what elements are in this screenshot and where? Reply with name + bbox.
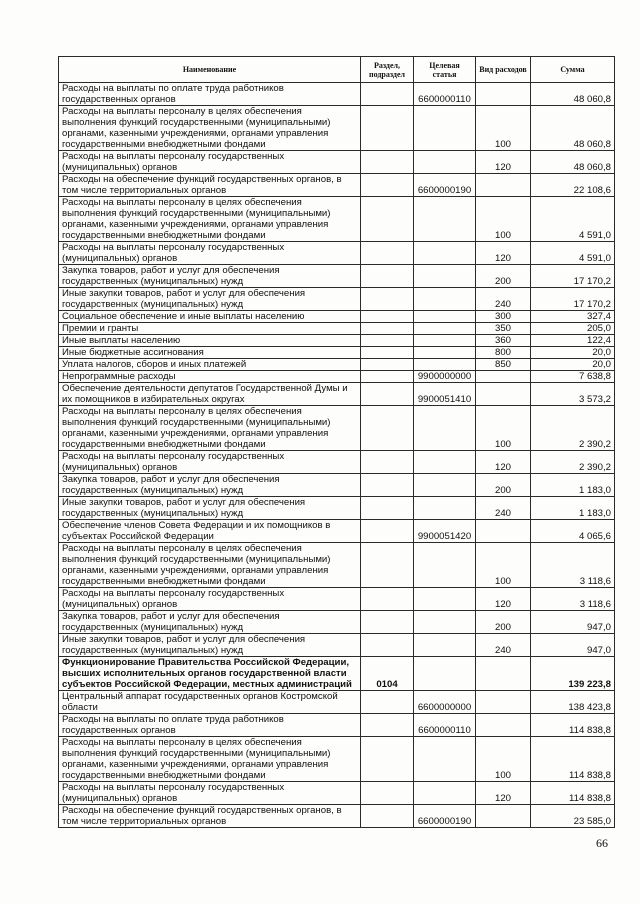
row-kind-cell: 300 bbox=[476, 311, 531, 323]
row-kind-cell: 240 bbox=[476, 497, 531, 520]
budget-table bbox=[58, 56, 615, 828]
row-sum-cell: 327,4 bbox=[531, 311, 615, 323]
header-name: Наименование bbox=[59, 57, 361, 83]
row-sum-cell: 4 591,0 bbox=[531, 242, 615, 265]
row-section-cell bbox=[361, 805, 414, 828]
row-kind-cell: 350 bbox=[476, 323, 531, 335]
row-section-cell bbox=[361, 174, 414, 197]
row-sum-cell: 17 170,2 bbox=[531, 265, 615, 288]
row-name-cell: Расходы на выплаты персоналу в целях обеспечения выполнения функций государственными (муниципальными) органами, казенными учреждениями, органами управления государственными внебюджетными фондами bbox=[59, 737, 361, 782]
row-sum-cell: 22 108,6 bbox=[531, 174, 615, 197]
row-target-cell bbox=[414, 242, 476, 265]
row-kind-cell: 100 bbox=[476, 406, 531, 451]
row-name-cell: Закупка товаров, работ и услуг для обеспечения государственных (муниципальных) нужд bbox=[59, 474, 361, 497]
row-section-cell bbox=[361, 691, 414, 714]
table-row bbox=[59, 691, 615, 714]
row-name-cell: Иные выплаты населению bbox=[59, 335, 361, 347]
row-target-cell bbox=[414, 151, 476, 174]
row-target-cell: 9900051420 bbox=[414, 520, 476, 543]
table-row bbox=[59, 174, 615, 197]
row-kind-cell: 100 bbox=[476, 106, 531, 151]
table-row bbox=[59, 520, 615, 543]
row-name-cell: Расходы на обеспечение функций государственных органов, в том числе территориальных органов bbox=[59, 174, 361, 197]
row-kind-cell bbox=[476, 714, 531, 737]
row-kind-cell: 850 bbox=[476, 359, 531, 371]
table-row bbox=[59, 106, 615, 151]
row-name-cell: Непрограммные расходы bbox=[59, 371, 361, 383]
row-kind-cell bbox=[476, 657, 531, 691]
row-section-cell bbox=[361, 520, 414, 543]
row-sum-cell: 1 183,0 bbox=[531, 497, 615, 520]
row-kind-cell: 200 bbox=[476, 474, 531, 497]
table-row bbox=[59, 588, 615, 611]
row-target-cell bbox=[414, 543, 476, 588]
row-sum-cell: 114 838,8 bbox=[531, 782, 615, 805]
row-section-cell bbox=[361, 347, 414, 359]
row-kind-cell: 240 bbox=[476, 634, 531, 657]
row-target-cell: 6600000110 bbox=[414, 83, 476, 106]
row-sum-cell: 23 585,0 bbox=[531, 805, 615, 828]
row-name-cell: Расходы на обеспечение функций государственных органов, в том числе территориальных органов bbox=[59, 805, 361, 828]
row-name-cell: Иные закупки товаров, работ и услуг для обеспечения государственных (муниципальных) нужд bbox=[59, 634, 361, 657]
row-section-cell bbox=[361, 311, 414, 323]
table-row bbox=[59, 474, 615, 497]
header-target: Целевая статья bbox=[414, 57, 476, 83]
row-section-cell bbox=[361, 371, 414, 383]
header-kind: Вид расходов bbox=[476, 57, 531, 83]
row-target-cell: 9900000000 bbox=[414, 371, 476, 383]
row-section-cell bbox=[361, 588, 414, 611]
row-sum-cell: 114 838,8 bbox=[531, 714, 615, 737]
row-target-cell bbox=[414, 323, 476, 335]
table-row bbox=[59, 805, 615, 828]
row-kind-cell: 120 bbox=[476, 451, 531, 474]
table-row bbox=[59, 242, 615, 265]
row-section-cell bbox=[361, 106, 414, 151]
header-section: Раздел, подраздел bbox=[361, 57, 414, 83]
row-section-cell bbox=[361, 83, 414, 106]
row-section-cell bbox=[361, 611, 414, 634]
row-section-cell bbox=[361, 406, 414, 451]
table-row bbox=[59, 323, 615, 335]
table-row bbox=[59, 383, 615, 406]
row-section-cell bbox=[361, 714, 414, 737]
row-kind-cell bbox=[476, 83, 531, 106]
row-name-cell: Расходы на выплаты по оплате труда работников государственных органов bbox=[59, 83, 361, 106]
row-name-cell: Обеспечение деятельности депутатов Государственной Думы и их помощников в избирательных округах bbox=[59, 383, 361, 406]
row-name-cell: Иные закупки товаров, работ и услуг для обеспечения государственных (муниципальных) нужд bbox=[59, 288, 361, 311]
row-sum-cell: 2 390,2 bbox=[531, 451, 615, 474]
row-kind-cell: 120 bbox=[476, 151, 531, 174]
row-kind-cell bbox=[476, 520, 531, 543]
row-target-cell bbox=[414, 657, 476, 691]
table-row bbox=[59, 371, 615, 383]
row-name-cell: Расходы на выплаты персоналу государственных (муниципальных) органов bbox=[59, 451, 361, 474]
row-sum-cell: 139 223,8 bbox=[531, 657, 615, 691]
row-section-cell bbox=[361, 782, 414, 805]
row-target-cell bbox=[414, 497, 476, 520]
row-sum-cell: 1 183,0 bbox=[531, 474, 615, 497]
row-sum-cell: 7 638,8 bbox=[531, 371, 615, 383]
row-name-cell: Расходы на выплаты персоналу государственных (муниципальных) органов bbox=[59, 151, 361, 174]
row-section-cell bbox=[361, 543, 414, 588]
table-row bbox=[59, 714, 615, 737]
row-section-cell bbox=[361, 451, 414, 474]
row-section-cell bbox=[361, 497, 414, 520]
row-section-cell bbox=[361, 474, 414, 497]
row-name-cell: Социальное обеспечение и иные выплаты населению bbox=[59, 311, 361, 323]
row-target-cell: 6600000190 bbox=[414, 174, 476, 197]
row-section-cell bbox=[361, 383, 414, 406]
row-kind-cell: 200 bbox=[476, 265, 531, 288]
row-section-cell: 0104 bbox=[361, 657, 414, 691]
row-target-cell bbox=[414, 311, 476, 323]
table-row bbox=[59, 197, 615, 242]
row-name-cell: Расходы на выплаты персоналу в целях обеспечения выполнения функций государственными (муниципальными) органами, казенными учреждениями, органами управления государственными внебюджетными фондами bbox=[59, 406, 361, 451]
row-sum-cell: 4 591,0 bbox=[531, 197, 615, 242]
row-name-cell: Закупка товаров, работ и услуг для обеспечения государственных (муниципальных) нужд bbox=[59, 611, 361, 634]
row-section-cell bbox=[361, 288, 414, 311]
row-kind-cell bbox=[476, 691, 531, 714]
row-sum-cell: 205,0 bbox=[531, 323, 615, 335]
table-row bbox=[59, 782, 615, 805]
table-row bbox=[59, 737, 615, 782]
row-kind-cell bbox=[476, 371, 531, 383]
table-row bbox=[59, 611, 615, 634]
row-sum-cell: 20,0 bbox=[531, 347, 615, 359]
row-sum-cell: 48 060,8 bbox=[531, 106, 615, 151]
row-sum-cell: 17 170,2 bbox=[531, 288, 615, 311]
row-section-cell bbox=[361, 151, 414, 174]
table-row bbox=[59, 265, 615, 288]
row-kind-cell: 100 bbox=[476, 543, 531, 588]
row-sum-cell: 947,0 bbox=[531, 611, 615, 634]
row-name-cell: Премии и гранты bbox=[59, 323, 361, 335]
row-target-cell: 6600000000 bbox=[414, 691, 476, 714]
row-sum-cell: 138 423,8 bbox=[531, 691, 615, 714]
row-target-cell bbox=[414, 335, 476, 347]
table-body bbox=[59, 83, 615, 828]
row-target-cell bbox=[414, 588, 476, 611]
row-target-cell bbox=[414, 265, 476, 288]
row-sum-cell: 114 838,8 bbox=[531, 737, 615, 782]
row-sum-cell: 3 118,6 bbox=[531, 543, 615, 588]
row-name-cell: Обеспечение членов Совета Федерации и их помощников в субъектах Российской Федерации bbox=[59, 520, 361, 543]
row-name-cell: Расходы на выплаты персоналу в целях обеспечения выполнения функций государственными (муниципальными) органами, казенными учреждениями, органами управления государственными внебюджетными фондами bbox=[59, 106, 361, 151]
row-section-cell bbox=[361, 634, 414, 657]
row-target-cell bbox=[414, 782, 476, 805]
row-kind-cell: 120 bbox=[476, 782, 531, 805]
row-kind-cell: 120 bbox=[476, 242, 531, 265]
row-sum-cell: 2 390,2 bbox=[531, 406, 615, 451]
row-section-cell bbox=[361, 323, 414, 335]
row-target-cell bbox=[414, 359, 476, 371]
row-target-cell bbox=[414, 197, 476, 242]
table-row bbox=[59, 543, 615, 588]
row-kind-cell: 100 bbox=[476, 197, 531, 242]
row-kind-cell: 360 bbox=[476, 335, 531, 347]
header-sum: Сумма bbox=[531, 57, 615, 83]
row-name-cell: Расходы на выплаты персоналу государственных (муниципальных) органов bbox=[59, 588, 361, 611]
row-target-cell bbox=[414, 406, 476, 451]
row-name-cell: Расходы на выплаты персоналу в целях обеспечения выполнения функций государственными (муниципальными) органами, казенными учреждениями, органами управления государственными внебюджетными фондами bbox=[59, 197, 361, 242]
row-kind-cell: 100 bbox=[476, 737, 531, 782]
table-row bbox=[59, 497, 615, 520]
row-target-cell bbox=[414, 288, 476, 311]
row-name-cell: Иные закупки товаров, работ и услуг для обеспечения государственных (муниципальных) нужд bbox=[59, 497, 361, 520]
row-target-cell bbox=[414, 451, 476, 474]
row-target-cell: 9900051410 bbox=[414, 383, 476, 406]
table-row bbox=[59, 311, 615, 323]
row-name-cell: Закупка товаров, работ и услуг для обеспечения государственных (муниципальных) нужд bbox=[59, 265, 361, 288]
table-row bbox=[59, 406, 615, 451]
row-target-cell bbox=[414, 611, 476, 634]
table-row bbox=[59, 288, 615, 311]
row-kind-cell: 800 bbox=[476, 347, 531, 359]
table-row bbox=[59, 634, 615, 657]
row-name-cell: Расходы на выплаты персоналу в целях обеспечения выполнения функций государственными (муниципальными) органами, казенными учреждениями, органами управления государственными внебюджетными фондами bbox=[59, 543, 361, 588]
row-name-cell: Расходы на выплаты персоналу государственных (муниципальных) органов bbox=[59, 782, 361, 805]
row-sum-cell: 122,4 bbox=[531, 335, 615, 347]
row-section-cell bbox=[361, 197, 414, 242]
row-sum-cell: 20,0 bbox=[531, 359, 615, 371]
row-kind-cell: 120 bbox=[476, 588, 531, 611]
table-row bbox=[59, 83, 615, 106]
row-target-cell: 6600000190 bbox=[414, 805, 476, 828]
row-name-cell: Расходы на выплаты по оплате труда работников государственных органов bbox=[59, 714, 361, 737]
row-kind-cell bbox=[476, 805, 531, 828]
row-target-cell bbox=[414, 474, 476, 497]
table-row bbox=[59, 347, 615, 359]
row-kind-cell bbox=[476, 174, 531, 197]
row-target-cell bbox=[414, 347, 476, 359]
row-name-cell: Функционирование Правительства Российской Федерации, высших исполнительных органов государственной власти субъектов Российской Федерации, местных администраций bbox=[59, 657, 361, 691]
row-sum-cell: 3 118,6 bbox=[531, 588, 615, 611]
row-section-cell bbox=[361, 359, 414, 371]
row-name-cell: Центральный аппарат государственных органов Костромской области bbox=[59, 691, 361, 714]
row-kind-cell: 240 bbox=[476, 288, 531, 311]
table-row bbox=[59, 359, 615, 371]
row-kind-cell bbox=[476, 383, 531, 406]
row-section-cell bbox=[361, 335, 414, 347]
row-target-cell bbox=[414, 737, 476, 782]
row-sum-cell: 947,0 bbox=[531, 634, 615, 657]
row-target-cell bbox=[414, 106, 476, 151]
table-row bbox=[59, 657, 615, 691]
table-header-row bbox=[59, 57, 615, 83]
table-row bbox=[59, 151, 615, 174]
row-sum-cell: 48 060,8 bbox=[531, 83, 615, 106]
row-section-cell bbox=[361, 242, 414, 265]
table-row bbox=[59, 451, 615, 474]
page-number: 66 bbox=[596, 836, 608, 850]
row-name-cell: Расходы на выплаты персоналу государственных (муниципальных) органов bbox=[59, 242, 361, 265]
row-target-cell: 6600000110 bbox=[414, 714, 476, 737]
row-name-cell: Уплата налогов, сборов и иных платежей bbox=[59, 359, 361, 371]
row-target-cell bbox=[414, 634, 476, 657]
row-name-cell: Иные бюджетные ассигнования bbox=[59, 347, 361, 359]
row-sum-cell: 48 060,8 bbox=[531, 151, 615, 174]
row-section-cell bbox=[361, 265, 414, 288]
table-row bbox=[59, 335, 615, 347]
row-sum-cell: 3 573,2 bbox=[531, 383, 615, 406]
row-section-cell bbox=[361, 737, 414, 782]
row-kind-cell: 200 bbox=[476, 611, 531, 634]
row-sum-cell: 4 065,6 bbox=[531, 520, 615, 543]
